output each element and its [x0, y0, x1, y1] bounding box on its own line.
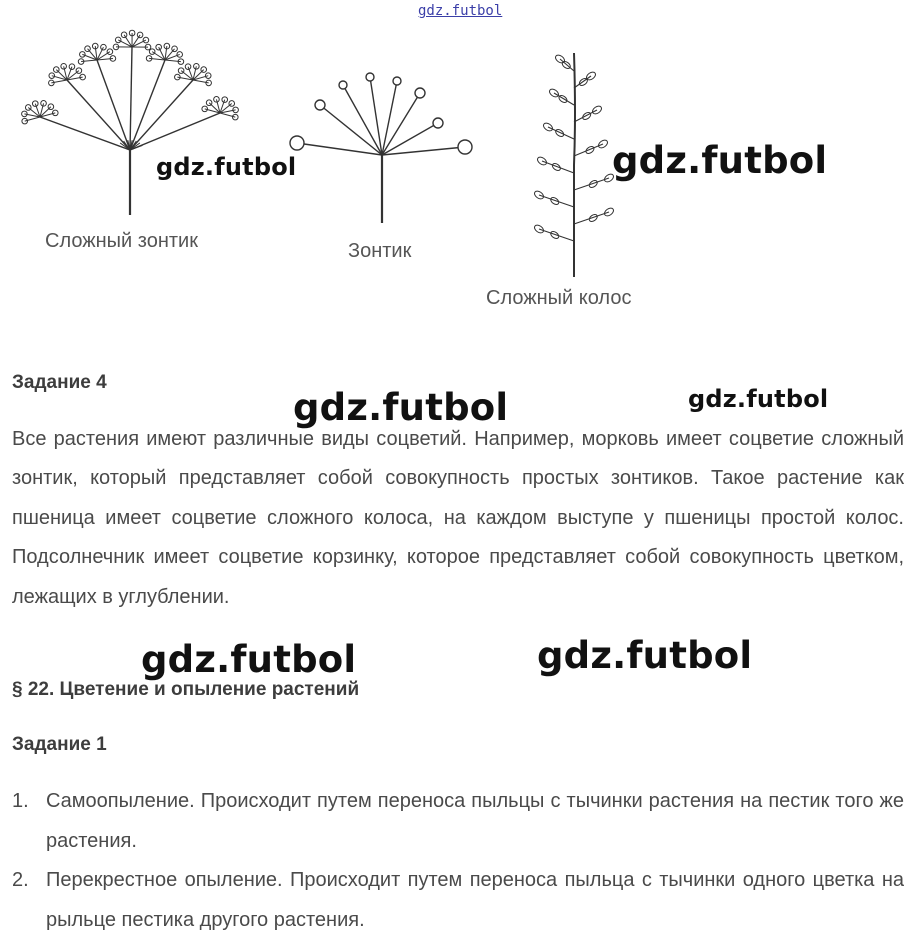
umbel-illustration	[285, 65, 485, 225]
watermark: gdz.futbol	[612, 139, 828, 182]
compound-spike-caption: Сложный колос	[486, 287, 632, 309]
list-item-text: Самоопыление. Происходит путем переноса пыльцы с тычинки растения на пестик того же растения.	[46, 790, 904, 852]
list-item	[12, 861, 904, 940]
site-tag[interactable]: gdz.futbol	[418, 3, 503, 19]
compound-umbel-illustration	[15, 35, 255, 220]
task1-list	[12, 782, 904, 940]
list-item-number: 1.	[12, 790, 29, 812]
watermark: gdz.futbol	[688, 385, 829, 413]
umbel-caption: Зонтик	[348, 240, 412, 262]
watermark: gdz.futbol	[537, 634, 753, 677]
list-item-text: Перекрестное опыление. Происходит путем переноса пыльца с тычинки одного цветка на рыльце пестика другого растения.	[46, 869, 904, 931]
task4-heading: Задание 4	[12, 372, 107, 393]
watermark: gdz.futbol	[141, 638, 357, 681]
list-item	[12, 782, 904, 861]
section-heading: § 22. Цветение и опыление растений	[12, 679, 360, 700]
watermark: gdz.futbol	[293, 386, 509, 429]
compound-umbel-caption: Сложный зонтик	[45, 230, 198, 252]
task4-paragraph: Все растения имеют различные виды соцветий. Например, морковь имеет соцветие сложный зонтик, который представляет собой совокупность простых зонтиков. Такое растение как пшеница имеет соцветие сложного колоса, на каждом выступе у пшеницы простой колос. Подсолнечник имеет соцветие корзинку, которое представляет собой совокупность цветком, лежащих в углублении.	[12, 428, 904, 608]
watermark: gdz.futbol	[156, 153, 297, 181]
list-item-number: 2.	[12, 869, 29, 891]
task1-heading: Задание 1	[12, 734, 107, 755]
